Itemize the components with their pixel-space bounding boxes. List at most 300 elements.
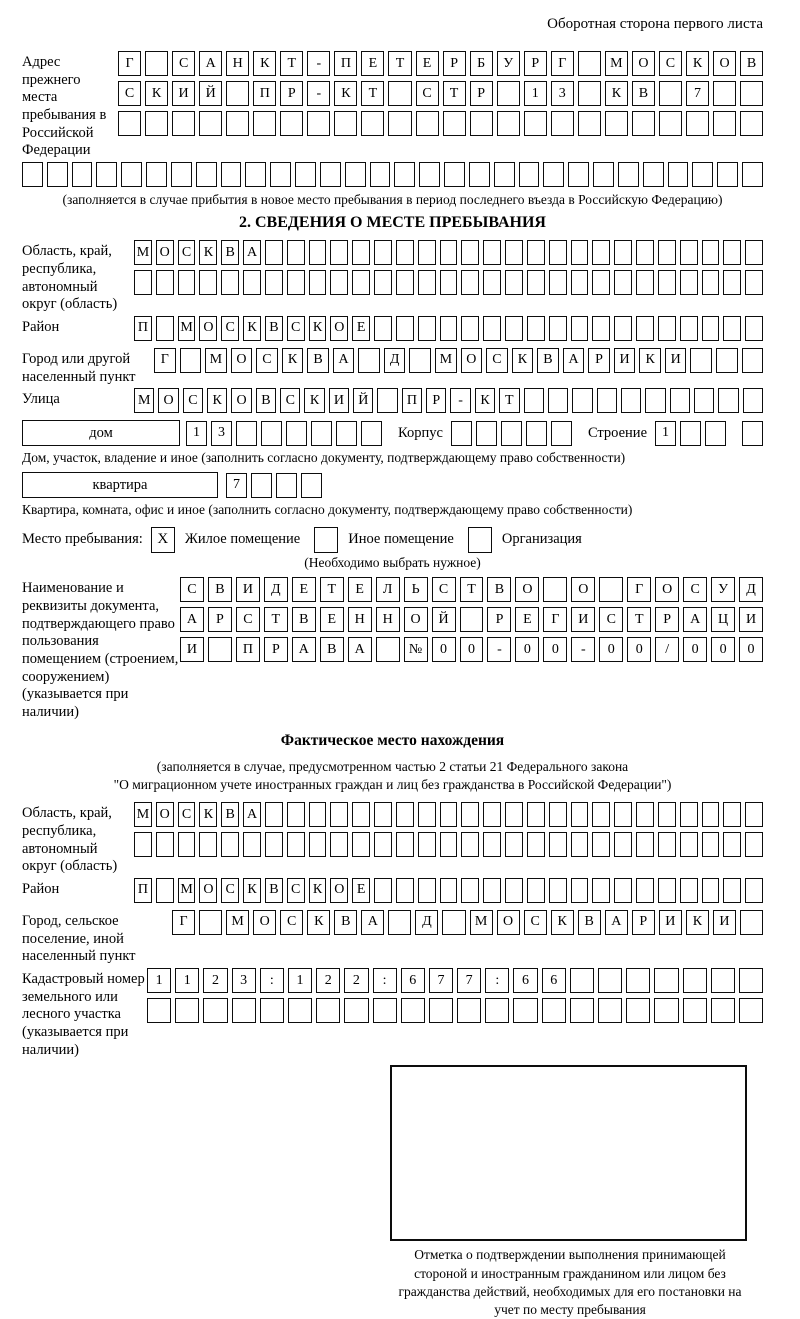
char-box[interactable] bbox=[549, 316, 567, 341]
char-box[interactable]: И bbox=[571, 607, 595, 632]
char-box[interactable] bbox=[374, 316, 392, 341]
char-box[interactable]: 6 bbox=[513, 968, 537, 993]
char-box[interactable] bbox=[388, 111, 411, 136]
char-box[interactable] bbox=[636, 878, 654, 903]
char-box[interactable] bbox=[501, 421, 522, 446]
char-box[interactable]: К bbox=[282, 348, 304, 373]
char-box[interactable] bbox=[147, 998, 171, 1023]
char-box[interactable] bbox=[626, 968, 650, 993]
char-box[interactable]: Р bbox=[264, 637, 288, 662]
char-box[interactable]: В bbox=[307, 348, 329, 373]
char-box[interactable] bbox=[578, 81, 601, 106]
char-box[interactable] bbox=[344, 998, 368, 1023]
char-box[interactable] bbox=[505, 802, 523, 827]
char-box[interactable]: Е bbox=[348, 577, 372, 602]
char-box[interactable]: Е bbox=[320, 607, 344, 632]
char-box[interactable] bbox=[96, 162, 117, 187]
char-box[interactable] bbox=[592, 240, 610, 265]
char-box[interactable]: В bbox=[320, 637, 344, 662]
char-box[interactable] bbox=[396, 802, 414, 827]
char-box[interactable]: М bbox=[134, 802, 152, 827]
char-box[interactable] bbox=[232, 998, 256, 1023]
checkbox-zhiloe[interactable]: X bbox=[151, 527, 175, 553]
char-box[interactable] bbox=[549, 270, 567, 295]
char-box[interactable]: М bbox=[134, 388, 154, 413]
char-box[interactable] bbox=[551, 421, 572, 446]
char-box[interactable] bbox=[592, 316, 610, 341]
char-box[interactable] bbox=[702, 316, 720, 341]
char-box[interactable]: М bbox=[205, 348, 227, 373]
char-box[interactable] bbox=[440, 240, 458, 265]
char-box[interactable] bbox=[654, 968, 678, 993]
char-box[interactable] bbox=[571, 802, 589, 827]
char-box[interactable]: С bbox=[183, 388, 203, 413]
char-box[interactable] bbox=[451, 421, 472, 446]
char-box[interactable]: В bbox=[740, 51, 763, 76]
char-box[interactable]: П bbox=[334, 51, 357, 76]
char-box[interactable] bbox=[175, 998, 199, 1023]
char-box[interactable]: П bbox=[253, 81, 276, 106]
char-box[interactable] bbox=[614, 832, 632, 857]
char-box[interactable] bbox=[659, 81, 682, 106]
char-box[interactable]: Г bbox=[118, 51, 141, 76]
char-box[interactable]: А bbox=[292, 637, 316, 662]
char-box[interactable] bbox=[203, 998, 227, 1023]
char-box[interactable]: К bbox=[475, 388, 495, 413]
char-box[interactable] bbox=[440, 878, 458, 903]
char-box[interactable] bbox=[519, 162, 540, 187]
char-box[interactable] bbox=[476, 421, 497, 446]
char-box[interactable]: М bbox=[470, 910, 493, 935]
char-box[interactable] bbox=[358, 348, 380, 373]
char-box[interactable]: 7 bbox=[429, 968, 453, 993]
char-box[interactable]: К bbox=[307, 910, 330, 935]
char-box[interactable] bbox=[145, 111, 168, 136]
char-box[interactable]: А bbox=[361, 910, 384, 935]
char-box[interactable] bbox=[702, 270, 720, 295]
char-box[interactable]: Й bbox=[353, 388, 373, 413]
char-box[interactable]: М bbox=[226, 910, 249, 935]
char-box[interactable] bbox=[226, 81, 249, 106]
checkbox-organizaciya[interactable] bbox=[468, 527, 492, 553]
char-box[interactable] bbox=[592, 802, 610, 827]
char-box[interactable]: 1 bbox=[288, 968, 312, 993]
char-box[interactable] bbox=[401, 998, 425, 1023]
char-box[interactable] bbox=[497, 111, 520, 136]
char-box[interactable] bbox=[280, 111, 303, 136]
char-box[interactable]: М bbox=[178, 316, 196, 341]
char-box[interactable] bbox=[548, 388, 568, 413]
char-box[interactable]: Т bbox=[627, 607, 651, 632]
char-box[interactable] bbox=[418, 240, 436, 265]
char-box[interactable] bbox=[636, 270, 654, 295]
char-box[interactable] bbox=[658, 316, 676, 341]
char-box[interactable] bbox=[373, 998, 397, 1023]
char-box[interactable] bbox=[287, 832, 305, 857]
char-box[interactable] bbox=[527, 878, 545, 903]
char-box[interactable] bbox=[419, 162, 440, 187]
char-box[interactable] bbox=[156, 832, 174, 857]
char-box[interactable] bbox=[418, 878, 436, 903]
char-box[interactable] bbox=[208, 637, 232, 662]
char-box[interactable] bbox=[287, 270, 305, 295]
char-box[interactable]: К bbox=[304, 388, 324, 413]
char-box[interactable]: Т bbox=[264, 607, 288, 632]
char-box[interactable] bbox=[578, 111, 601, 136]
char-box[interactable]: О bbox=[158, 388, 178, 413]
char-box[interactable]: 3 bbox=[551, 81, 574, 106]
char-box[interactable]: О bbox=[461, 348, 483, 373]
char-box[interactable] bbox=[692, 162, 713, 187]
char-box[interactable] bbox=[636, 240, 654, 265]
char-box[interactable] bbox=[670, 388, 690, 413]
char-box[interactable] bbox=[543, 162, 564, 187]
char-box[interactable] bbox=[265, 832, 283, 857]
char-box[interactable] bbox=[636, 316, 654, 341]
char-box[interactable]: О bbox=[655, 577, 679, 602]
char-box[interactable] bbox=[178, 832, 196, 857]
char-box[interactable]: Т bbox=[388, 51, 411, 76]
char-box[interactable] bbox=[483, 832, 501, 857]
char-box[interactable]: И bbox=[180, 637, 204, 662]
char-box[interactable]: 7 bbox=[226, 473, 247, 498]
char-box[interactable]: О bbox=[231, 348, 253, 373]
char-box[interactable] bbox=[336, 421, 357, 446]
char-box[interactable]: А bbox=[243, 240, 261, 265]
char-box[interactable] bbox=[497, 81, 520, 106]
char-box[interactable]: С bbox=[221, 316, 239, 341]
char-box[interactable] bbox=[723, 832, 741, 857]
char-box[interactable] bbox=[461, 832, 479, 857]
char-box[interactable]: С bbox=[178, 240, 196, 265]
char-box[interactable] bbox=[396, 270, 414, 295]
char-box[interactable]: Р bbox=[655, 607, 679, 632]
char-box[interactable]: К bbox=[686, 51, 709, 76]
char-box[interactable]: Б bbox=[470, 51, 493, 76]
char-box[interactable]: Р bbox=[632, 910, 655, 935]
char-box[interactable]: С bbox=[432, 577, 456, 602]
char-box[interactable] bbox=[374, 878, 392, 903]
char-box[interactable] bbox=[145, 51, 168, 76]
char-box[interactable] bbox=[483, 240, 501, 265]
char-box[interactable] bbox=[178, 270, 196, 295]
char-box[interactable]: В bbox=[632, 81, 655, 106]
char-box[interactable] bbox=[226, 111, 249, 136]
char-box[interactable] bbox=[221, 270, 239, 295]
char-box[interactable] bbox=[659, 111, 682, 136]
char-box[interactable]: С bbox=[599, 607, 623, 632]
char-box[interactable] bbox=[680, 316, 698, 341]
char-box[interactable] bbox=[199, 832, 217, 857]
char-box[interactable] bbox=[571, 832, 589, 857]
char-box[interactable]: С bbox=[287, 316, 305, 341]
char-box[interactable] bbox=[571, 270, 589, 295]
char-box[interactable] bbox=[571, 316, 589, 341]
char-box[interactable] bbox=[361, 421, 382, 446]
char-box[interactable]: 1 bbox=[147, 968, 171, 993]
char-box[interactable] bbox=[352, 832, 370, 857]
char-box[interactable] bbox=[156, 270, 174, 295]
char-box[interactable]: Н bbox=[348, 607, 372, 632]
char-box[interactable] bbox=[156, 316, 174, 341]
char-box[interactable] bbox=[276, 473, 297, 498]
char-box[interactable] bbox=[396, 832, 414, 857]
char-box[interactable] bbox=[377, 388, 397, 413]
char-box[interactable] bbox=[527, 240, 545, 265]
char-box[interactable]: М bbox=[134, 240, 152, 265]
char-box[interactable]: И bbox=[659, 910, 682, 935]
char-box[interactable]: Е bbox=[352, 878, 370, 903]
char-box[interactable] bbox=[429, 998, 453, 1023]
char-box[interactable] bbox=[146, 162, 167, 187]
char-box[interactable]: И bbox=[665, 348, 687, 373]
char-box[interactable] bbox=[745, 878, 763, 903]
char-box[interactable] bbox=[396, 878, 414, 903]
char-box[interactable]: К bbox=[334, 81, 357, 106]
char-box[interactable]: 0 bbox=[432, 637, 456, 662]
char-box[interactable]: М bbox=[435, 348, 457, 373]
char-box[interactable] bbox=[483, 270, 501, 295]
char-box[interactable] bbox=[316, 998, 340, 1023]
char-box[interactable] bbox=[680, 240, 698, 265]
char-box[interactable] bbox=[578, 51, 601, 76]
char-box[interactable] bbox=[680, 832, 698, 857]
char-box[interactable]: Т bbox=[499, 388, 519, 413]
char-box[interactable] bbox=[686, 111, 709, 136]
char-box[interactable]: - bbox=[450, 388, 470, 413]
char-box[interactable] bbox=[605, 111, 628, 136]
char-box[interactable]: 3 bbox=[232, 968, 256, 993]
char-box[interactable] bbox=[418, 832, 436, 857]
char-box[interactable] bbox=[524, 111, 547, 136]
char-box[interactable]: Е bbox=[361, 51, 384, 76]
char-box[interactable] bbox=[636, 802, 654, 827]
char-box[interactable] bbox=[740, 81, 763, 106]
char-box[interactable] bbox=[361, 111, 384, 136]
char-box[interactable] bbox=[745, 240, 763, 265]
char-box[interactable] bbox=[309, 802, 327, 827]
char-box[interactable] bbox=[265, 270, 283, 295]
char-box[interactable] bbox=[330, 832, 348, 857]
char-box[interactable] bbox=[654, 998, 678, 1023]
char-box[interactable]: С bbox=[683, 577, 707, 602]
char-box[interactable] bbox=[739, 968, 763, 993]
char-box[interactable] bbox=[494, 162, 515, 187]
char-box[interactable]: У bbox=[711, 577, 735, 602]
char-box[interactable] bbox=[199, 270, 217, 295]
char-box[interactable] bbox=[636, 832, 654, 857]
char-box[interactable]: Г bbox=[551, 51, 574, 76]
char-box[interactable] bbox=[658, 832, 676, 857]
char-box[interactable]: 2 bbox=[344, 968, 368, 993]
char-box[interactable] bbox=[311, 421, 332, 446]
char-box[interactable] bbox=[418, 802, 436, 827]
char-box[interactable]: Н bbox=[376, 607, 400, 632]
char-box[interactable] bbox=[118, 111, 141, 136]
char-box[interactable] bbox=[243, 832, 261, 857]
char-box[interactable]: Е bbox=[515, 607, 539, 632]
char-box[interactable]: С bbox=[659, 51, 682, 76]
char-box[interactable] bbox=[571, 240, 589, 265]
char-box[interactable]: О bbox=[199, 316, 217, 341]
char-box[interactable]: И bbox=[236, 577, 260, 602]
char-box[interactable]: Р bbox=[208, 607, 232, 632]
char-box[interactable] bbox=[570, 968, 594, 993]
char-box[interactable] bbox=[597, 388, 617, 413]
char-box[interactable] bbox=[621, 388, 641, 413]
char-box[interactable] bbox=[287, 802, 305, 827]
char-box[interactable] bbox=[505, 878, 523, 903]
char-box[interactable] bbox=[570, 998, 594, 1023]
char-box[interactable] bbox=[505, 270, 523, 295]
char-box[interactable]: 0 bbox=[627, 637, 651, 662]
char-box[interactable]: : bbox=[485, 968, 509, 993]
char-box[interactable] bbox=[598, 968, 622, 993]
char-box[interactable] bbox=[288, 998, 312, 1023]
char-box[interactable] bbox=[702, 832, 720, 857]
char-box[interactable]: 0 bbox=[543, 637, 567, 662]
char-box[interactable]: А bbox=[199, 51, 222, 76]
char-box[interactable]: О bbox=[330, 878, 348, 903]
char-box[interactable] bbox=[483, 316, 501, 341]
char-box[interactable]: Й bbox=[199, 81, 222, 106]
char-box[interactable] bbox=[287, 240, 305, 265]
char-box[interactable] bbox=[330, 240, 348, 265]
char-box[interactable]: К bbox=[199, 240, 217, 265]
char-box[interactable]: Д bbox=[264, 577, 288, 602]
char-box[interactable] bbox=[599, 577, 623, 602]
char-box[interactable] bbox=[614, 270, 632, 295]
char-box[interactable]: О bbox=[404, 607, 428, 632]
char-box[interactable] bbox=[352, 802, 370, 827]
char-box[interactable] bbox=[440, 316, 458, 341]
char-box[interactable] bbox=[443, 111, 466, 136]
char-box[interactable]: 0 bbox=[460, 637, 484, 662]
char-box[interactable] bbox=[156, 878, 174, 903]
char-box[interactable] bbox=[527, 316, 545, 341]
char-box[interactable]: А bbox=[180, 607, 204, 632]
char-box[interactable] bbox=[461, 270, 479, 295]
char-box[interactable]: - bbox=[571, 637, 595, 662]
char-box[interactable]: А bbox=[243, 802, 261, 827]
char-box[interactable]: 7 bbox=[686, 81, 709, 106]
char-box[interactable]: С bbox=[280, 388, 300, 413]
char-box[interactable]: 0 bbox=[711, 637, 735, 662]
char-box[interactable]: С bbox=[236, 607, 260, 632]
char-box[interactable]: - bbox=[487, 637, 511, 662]
char-box[interactable]: Г bbox=[627, 577, 651, 602]
char-box[interactable]: М bbox=[605, 51, 628, 76]
char-box[interactable]: - bbox=[307, 51, 330, 76]
char-box[interactable] bbox=[388, 81, 411, 106]
char-box[interactable]: О bbox=[330, 316, 348, 341]
char-box[interactable]: Т bbox=[361, 81, 384, 106]
char-box[interactable] bbox=[598, 998, 622, 1023]
char-box[interactable] bbox=[172, 111, 195, 136]
char-box[interactable]: А bbox=[605, 910, 628, 935]
char-box[interactable] bbox=[330, 802, 348, 827]
char-box[interactable] bbox=[236, 421, 257, 446]
char-box[interactable]: О bbox=[156, 802, 174, 827]
char-box[interactable] bbox=[307, 111, 330, 136]
char-box[interactable]: Ь bbox=[404, 577, 428, 602]
char-box[interactable]: С bbox=[287, 878, 305, 903]
char-box[interactable] bbox=[374, 270, 392, 295]
char-box[interactable] bbox=[440, 270, 458, 295]
char-box[interactable]: Й bbox=[432, 607, 456, 632]
char-box[interactable]: 0 bbox=[739, 637, 763, 662]
char-box[interactable]: 1 bbox=[186, 421, 207, 446]
char-box[interactable] bbox=[409, 348, 431, 373]
char-box[interactable] bbox=[745, 832, 763, 857]
char-box[interactable] bbox=[592, 832, 610, 857]
char-box[interactable]: Г bbox=[172, 910, 195, 935]
char-box[interactable] bbox=[614, 240, 632, 265]
char-box[interactable]: 0 bbox=[599, 637, 623, 662]
char-box[interactable] bbox=[295, 162, 316, 187]
char-box[interactable]: О bbox=[713, 51, 736, 76]
char-box[interactable] bbox=[309, 270, 327, 295]
char-box[interactable]: А bbox=[348, 637, 372, 662]
char-box[interactable] bbox=[740, 111, 763, 136]
char-box[interactable]: Н bbox=[226, 51, 249, 76]
char-box[interactable] bbox=[723, 240, 741, 265]
char-box[interactable] bbox=[713, 111, 736, 136]
char-box[interactable]: К bbox=[551, 910, 574, 935]
char-box[interactable]: Р bbox=[443, 51, 466, 76]
char-box[interactable]: С bbox=[221, 878, 239, 903]
char-box[interactable]: В bbox=[265, 878, 283, 903]
char-box[interactable] bbox=[352, 240, 370, 265]
char-box[interactable] bbox=[134, 270, 152, 295]
char-box[interactable] bbox=[702, 240, 720, 265]
char-box[interactable] bbox=[614, 802, 632, 827]
char-box[interactable]: П bbox=[402, 388, 422, 413]
char-box[interactable]: И bbox=[713, 910, 736, 935]
char-box[interactable]: П bbox=[134, 316, 152, 341]
char-box[interactable]: О bbox=[515, 577, 539, 602]
char-box[interactable] bbox=[702, 802, 720, 827]
char-box[interactable] bbox=[461, 878, 479, 903]
char-box[interactable] bbox=[592, 878, 610, 903]
char-box[interactable] bbox=[374, 832, 392, 857]
char-box[interactable] bbox=[593, 162, 614, 187]
checkbox-inoe[interactable] bbox=[314, 527, 338, 553]
char-box[interactable]: 1 bbox=[655, 421, 676, 446]
char-box[interactable] bbox=[330, 270, 348, 295]
char-box[interactable] bbox=[658, 270, 676, 295]
char-box[interactable] bbox=[396, 316, 414, 341]
char-box[interactable]: В bbox=[265, 316, 283, 341]
char-box[interactable]: 1 bbox=[524, 81, 547, 106]
char-box[interactable]: 2 bbox=[203, 968, 227, 993]
char-box[interactable] bbox=[723, 316, 741, 341]
char-box[interactable]: Р bbox=[470, 81, 493, 106]
char-box[interactable] bbox=[551, 111, 574, 136]
char-box[interactable]: К bbox=[639, 348, 661, 373]
char-box[interactable] bbox=[72, 162, 93, 187]
char-box[interactable] bbox=[461, 802, 479, 827]
char-box[interactable] bbox=[705, 421, 726, 446]
char-box[interactable]: : bbox=[260, 968, 284, 993]
char-box[interactable]: У bbox=[497, 51, 520, 76]
char-box[interactable] bbox=[549, 240, 567, 265]
char-box[interactable]: И bbox=[614, 348, 636, 373]
char-box[interactable]: С bbox=[180, 577, 204, 602]
char-box[interactable]: О bbox=[156, 240, 174, 265]
char-box[interactable] bbox=[301, 473, 322, 498]
char-box[interactable] bbox=[739, 998, 763, 1023]
